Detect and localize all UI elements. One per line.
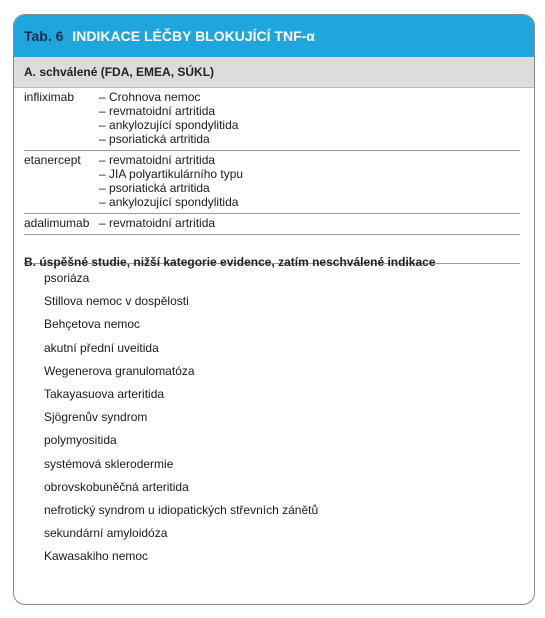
drug-row-adalimumab (24, 214, 520, 235)
drug-row-etanercept (24, 151, 520, 214)
indication-list (99, 153, 243, 209)
list-item: akutní přední uveitida (44, 340, 159, 355)
indications-table (13, 14, 535, 605)
drug-name: etanercept (24, 153, 81, 167)
list-item: Sjögrenův syndrom (44, 410, 148, 425)
indication-item: – revmatoidní artritida (99, 153, 243, 167)
drug-name: infliximab (24, 90, 75, 104)
list-item: Wegenerova granulomatóza (44, 363, 195, 378)
list-item: Stillova nemoc v dospělosti (44, 294, 189, 309)
indication-item: – revmatoidní artritida (99, 216, 215, 230)
table-number: Tab. 6 (24, 28, 64, 44)
indication-list (99, 90, 238, 146)
list-item: systémová sklerodermie (44, 456, 174, 471)
drug-name: adalimumab (24, 216, 90, 230)
list-item: sekundární amyloidóza (44, 526, 168, 541)
list-item: nefrotický syndrom u idiopatických střevních zánětů (44, 502, 319, 517)
indication-item: – revmatoidní artritida (99, 104, 238, 118)
list-item: Takayasuova arteritida (44, 386, 165, 401)
drug-row-infliximab (24, 88, 520, 151)
indication-item: – psoriatická artritida (99, 181, 243, 195)
list-item: Behçetova nemoc (44, 317, 141, 332)
section-a-header: A. schválené (FDA, EMEA, SÚKL) (14, 57, 534, 88)
indication-item: – JIA polyartikulárního typu (99, 167, 243, 181)
table-title-bar (14, 15, 534, 57)
indication-list (99, 216, 215, 230)
indication-item: – ankylozující spondylitida (99, 195, 243, 209)
section-b-header: B. úspěšné studie, nižší kategorie evidence, zatím neschválené indikace (24, 255, 436, 269)
list-item: Kawasakiho nemoc (44, 549, 149, 564)
section-b-list (24, 263, 520, 568)
indication-item: – psoriatická artritida (99, 132, 238, 146)
indication-item: – ankylozující spondylitida (99, 118, 238, 132)
list-item: psoriáza (44, 271, 90, 285)
list-item: polymyositida (44, 433, 117, 448)
indication-item: – Crohnova nemoc (99, 90, 238, 104)
table-title: INDIKACE LÉČBY BLOKUJÍCÍ TNF-α (72, 28, 315, 44)
list-item: obrovskobuněčná arteritida (44, 479, 189, 494)
